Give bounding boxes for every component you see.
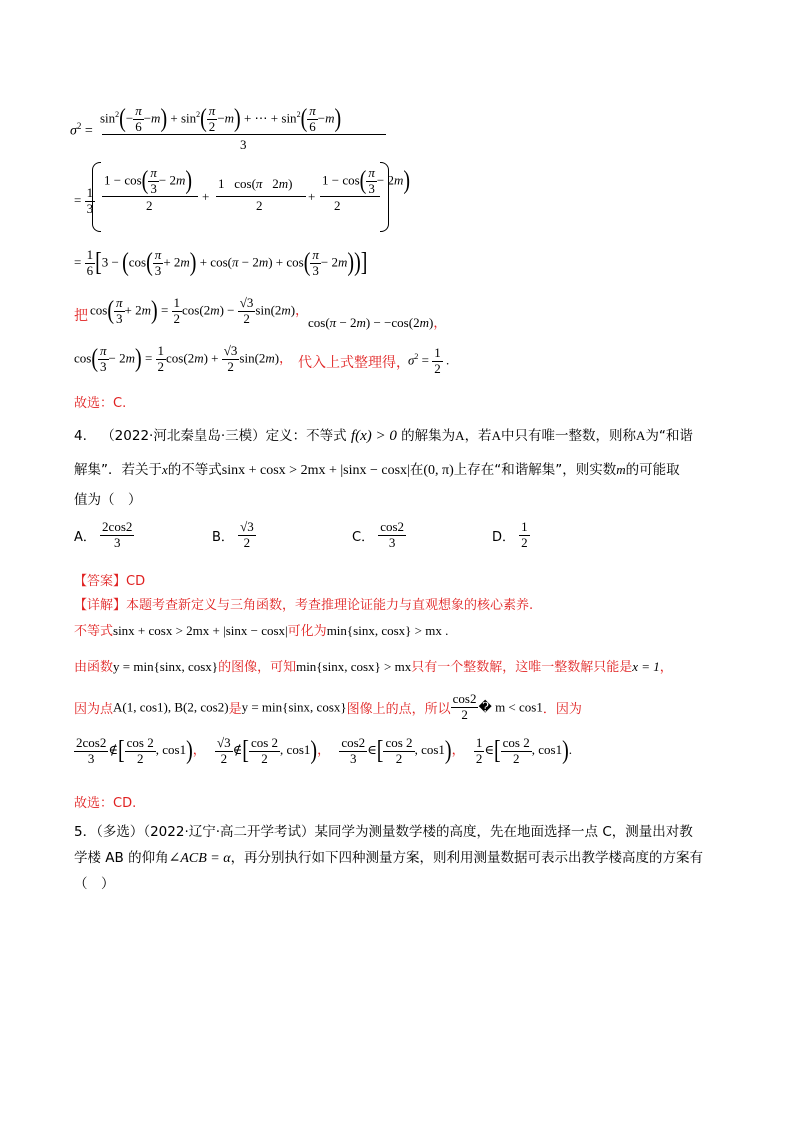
line2-prefix: = $\frac{1}{3}$ [74,185,94,216]
d2-c: 只有一个整数解，这唯一整数解只能是 [411,660,633,675]
q4-set-a3: A [635,428,646,443]
q5-line2-math: ∠ACB = α [168,851,231,866]
d3-c: 图像上的点，所以 [346,701,451,717]
q5-line2 [74,846,703,867]
variance-numerator: $\sin^2(-$ $\frac{\pi}{6}$ $-m) + \sin^2$( $\frac{\pi}{2}$ −m) + ⋯ + $\sin^2$( $\frac{\pi}{6}$ −m) [100,103,342,134]
answer-q3: 故选：C. [74,396,127,411]
q4-line3: 值为（ ） [74,492,142,508]
option-c-label: C． [352,529,375,545]
detail-line4 [74,736,572,767]
option-a-den: 3 [113,534,121,550]
q4-ineq: sinx + cosx > 2mx + |sinx − cosx| [221,463,410,478]
sigma-squared-label: $\sigma^2$ = [70,121,93,139]
d4-item-1: $\frac{2\cos 2}{3}$ ∉[ $\frac{\cos 2}{2}$ , cos1)， [76,735,206,766]
q4-text-c: 中只有唯一整数，则称 [500,428,636,444]
q4-var-m: m [616,462,626,477]
option-b-num: √3 [240,519,254,534]
d3-math2: y = min{sinx, cosx} [241,699,347,715]
detail-line3 [74,692,582,723]
d4-item-2: $\frac{√3}{2}$ ∉[ $\frac{\cos 2}{2}$ , cos1)， [217,735,331,766]
line2-term2: 1 cos(π 2m) [218,176,293,191]
variance-fraction-bar [102,134,386,135]
line2-big-paren-left [92,162,101,232]
q4-option-c[interactable] [352,520,406,551]
q4-text-d: 为“和谐 [645,428,693,444]
q5-line2-a: 学楼 AB 的仰角 [74,850,169,866]
d3-frac-num: cos2 [452,691,477,706]
q4-interval: (0, π) [423,463,454,478]
q4-set-a: A [455,428,465,443]
q4-line1 [74,424,693,445]
line2-term1: 1 − cos( $\frac{\pi}{3}$ − 2m) [104,165,193,196]
line5-text: 代入上式整理得， [298,355,410,371]
q4-option-b[interactable] [212,520,256,551]
d2-a: 由函数 [74,660,114,675]
line2-term2-den: 2 [256,198,263,213]
q4-line2-e: 的可能取 [625,462,680,478]
d3-frac-den: 2 [461,706,468,722]
d4-item-4: $\frac{1}{2}$ ∈[ $\frac{\cos 2}{2}$ , cos1). [475,735,572,766]
line2-term3: 1 − cos( $\frac{\pi}{3}$ − 2m) [322,165,411,196]
d1-math: sinx + cosx > 2mx + |sinx − cosx| [113,623,288,638]
line4-math2: cos(π − 2m) − −cos(2m)， [308,315,447,330]
d2-math2: min{sinx, cosx} > mx [296,659,412,674]
d3-a: 因为点 [74,701,114,717]
d2-b: 的图像，可知 [218,660,297,675]
q4-var-x: x [162,462,168,477]
option-b-den: 2 [243,534,251,550]
option-d-den: 2 [521,534,528,550]
d3-math: A(1, cos1), B(2, cos2) [113,699,229,715]
answer-final: 故选：CD. [74,796,137,811]
line3-expression: = $\frac{1}{6}$ [3 − (cos( $\frac{\pi}{3}$ + 2m) + cos(π − 2m) + cos( $\frac{\pi}{3}$ − 2m))] [74,247,368,278]
q4-line2-a: 解集”．若关于 [74,462,162,478]
detail-tag: 【详解】本题考查新定义与三角函数，考查推理论证能力与直观想象的核心素养. [74,598,534,613]
option-d-num: 1 [521,519,528,534]
line4-label: 把 [74,308,88,324]
option-b-label: B． [212,529,234,545]
option-a-label: A． [74,529,96,545]
line2-plus2: + [308,189,316,204]
option-d-label: D． [492,529,516,545]
q5-line1: 5．（多选）（2022·辽宁·高二开学考试）某同学为测量数学楼的高度，先在地面选择一点 C，测量出对教 [74,824,693,840]
q4-line2-b: 的不等式 [167,462,222,478]
q4-option-d[interactable] [492,520,530,551]
d2-math3: x = 1 [632,659,660,674]
line2-term1-bar [102,196,198,197]
q4-text-b: ，若 [464,428,492,444]
option-c-den: 3 [388,534,396,550]
q4-line2-d: 上存在“和谐解集”，则实数 [453,462,617,478]
q4-text-a: 的解集为 [401,428,456,444]
option-c-num: cos2 [380,519,405,534]
line5-result: $\sigma^2$ = $\frac{1}{2}$ . [408,345,450,376]
q4-line2-c: 在 [409,462,424,478]
q5-line2-b: ，再分别执行如下四种测量方案，则利用测量数据可表示出教学楼高度的方案有 [230,850,704,866]
q4-set-a2: A [491,428,501,443]
d2-d: ， [659,660,673,675]
line4-math1: cos( $\frac{\pi}{3}$ + 2m) = $\frac{1}{2}$ cos(2m) − $\frac{√3}{2}$ sin(2m)， [90,295,309,326]
d4-item-3: $\frac{\cos 2}{3}$ ∈[ $\frac{\cos 2}{2}$ , cos1)， [341,735,465,766]
line2-plus1: + [202,189,210,204]
answer-tag: 【答案】CD [74,574,146,589]
line2-term1-den: 2 [146,198,153,213]
q5-line3: （ ） [74,876,115,892]
q4-source: （2022·河北秦皇岛·三模）定义：不等式 [101,428,347,444]
line2-term3-den: 2 [334,198,341,213]
d3-d: ．因为 [542,701,582,717]
d1-math2: min{sinx, cosx} > mx . [326,623,449,638]
variance-denominator: 3 [240,137,247,152]
q4-number: 4. [74,428,87,444]
q4-line2 [74,458,680,479]
q4-option-a[interactable] [74,520,134,551]
d1-a: 不等式 [74,624,114,639]
d3-b: 是 [228,701,242,717]
option-a-num: 2cos2 [102,519,133,534]
line2-term3-bar [320,196,380,197]
line5-math: cos( $\frac{\pi}{3}$ − 2m) = $\frac{1}{2}$ cos(2m) + $\frac{√3}{2}$ sin(2m)， [74,343,293,374]
detail-line1 [74,620,448,639]
d2-math: y = min{sinx, cosx} [113,659,219,674]
detail-line2 [74,656,673,675]
d3-math3: � m < cos1 [478,699,543,715]
line2-big-paren-right [380,162,389,232]
q4-f-ineq: f(x) > 0 [350,428,397,444]
line2-term2-bar [216,196,306,197]
d1-b: 可化为 [287,624,327,639]
